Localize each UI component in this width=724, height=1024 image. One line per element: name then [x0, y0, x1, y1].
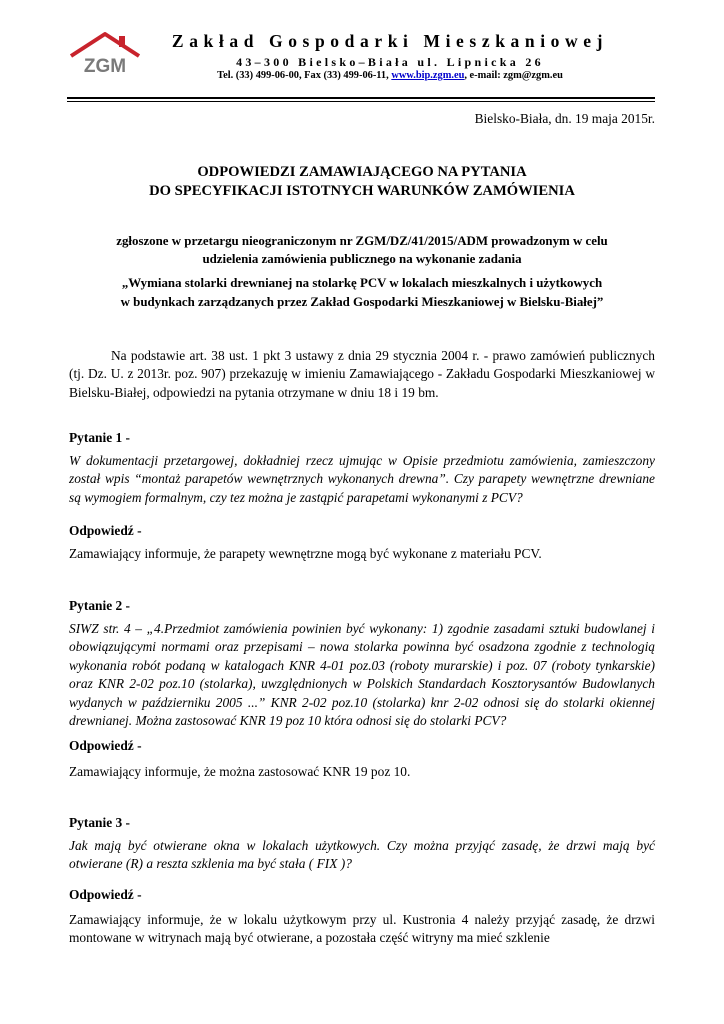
title-line-2: DO SPECYFIKACJI ISTOTNYCH WARUNKÓW ZAMÓWIENIA	[149, 183, 575, 199]
answer-3-text: Zamawiający informuje, że w lokalu użytkowym przy ul. Kustronia 4 należy przyjąć zasadę, że drzwi montowane w witrynach mają być otwierane, a pozostała część witryny ma mieć szklenie	[69, 912, 655, 946]
answer-3-label: Odpowiedź -	[69, 887, 142, 902]
answer-2-label: Odpowiedź -	[69, 738, 142, 753]
header-divider-thin	[67, 101, 655, 102]
answer-2-text: Zamawiający informuje, że można zastosować KNR 19 poz 10.	[69, 764, 411, 779]
question-1-label: Pytanie 1 -	[69, 430, 130, 445]
task-name	[50, 274, 674, 312]
document-date: Bielsko-Biała, dn. 19 maja 2015r.	[474, 111, 655, 126]
organization-contact	[150, 70, 630, 81]
contact-phone-fax: Tel. (33) 499-06-00, Fax (33) 499-06-11,	[217, 70, 392, 81]
organization-address: 43–300 Bielsko–Biała ul. Lipnicka 26	[236, 55, 544, 69]
question-3-label: Pytanie 3 -	[69, 815, 130, 830]
question-3-text: Jak mają być otwierane okna w lokalach użytkowych. Czy można przyjąć zasadę, że drzwi mają być otwierane (R) a reszta szklenia ma być stała ( FIX )?	[69, 838, 655, 872]
title-line-1: ODPOWIEDZI ZAMAWIAJĄCEGO NA PYTANIA	[197, 164, 527, 180]
question-1-text: W dokumentacji przetargowej, dokładniej rzecz ujmując w Opisie przedmiotu zamówienia, zamieszczony został wpis “montaż parapetów wewnętrznych wykonanych drewna”. Czy parapety wewnętrzne drewniane są wymogiem formalnym, czy tez można je zastąpić parapetami wykonanymi z PCV?	[69, 453, 655, 505]
document-title	[60, 163, 664, 201]
task-line-2: w budynkach zarządzanych przez Zakład Gospodarki Mieszkaniowej w Bielsku-Białej”	[120, 295, 604, 309]
subtitle-line-1: zgłoszone w przetargu nieograniczonym nr ZGM/DZ/41/2015/ADM prowadzonym w celu	[116, 234, 608, 248]
header-divider-thick	[67, 97, 655, 99]
zgm-logo	[67, 30, 143, 76]
answer-1-label: Odpowiedź -	[69, 523, 142, 538]
question-2-text: SIWZ str. 4 – „4.Przedmiot zamówienia powinien być wykonany: 1) zgodnie zasadami sztuki budowlanej i obowiązującymi normami oraz przepisami – nowa stolarka powinna być osadzona zgodnie z technologią wykonania robót podaną w katalogach KNR 4-01 poz.03 (roboty murarskie) i poz. 07 (roboty tynkarskie) oraz KNR 2-02 poz.10 (stolarka), uwzględnionych w Polskich Standardach Kosztorysantów Budowlanych wydanych w październiku 2005 ...” KNR 2-02 poz.10 (stolarka) knr 2-02 odnosi się do stolarki okiennej drewnianej. Można zastosować KNR 19 poz 10 która odnosi się do stolarki PCV?	[69, 621, 655, 729]
logo-text: ZGM	[83, 56, 127, 76]
intro-paragraph: Na podstawie art. 38 ust. 1 pkt 3 ustawy z dnia 29 stycznia 2004 r. - prawo zamówień publicznych (tj. Dz. U. z 2013r. poz. 907) przekazuję w imieniu Zamawiającego - Zakładu Gospodarki Mieszkaniowej w Bielsku-Białej, odpowiedzi na pytania otrzymane w dniu 18 i 19 bm.	[69, 348, 655, 400]
organization-name: Zakład Gospodarki Mieszkaniowej	[171, 31, 609, 51]
contact-email: , e-mail: zgm@zgm.eu	[464, 70, 563, 81]
answer-1-text: Zamawiający informuje, że parapety wewnętrzne mogą być wykonane z materiału PCV.	[69, 546, 542, 561]
tender-reference	[60, 232, 664, 268]
question-2-label: Pytanie 2 -	[69, 598, 130, 613]
subtitle-line-2: udzielenia zamówienia publicznego na wykonanie zadania	[202, 252, 522, 266]
website-link[interactable]: www.bip.zgm.eu	[391, 70, 465, 81]
task-line-1: „Wymiana stolarki drewnianej na stolarkę PCV w lokalach mieszkalnych i użytkowych	[121, 276, 603, 290]
